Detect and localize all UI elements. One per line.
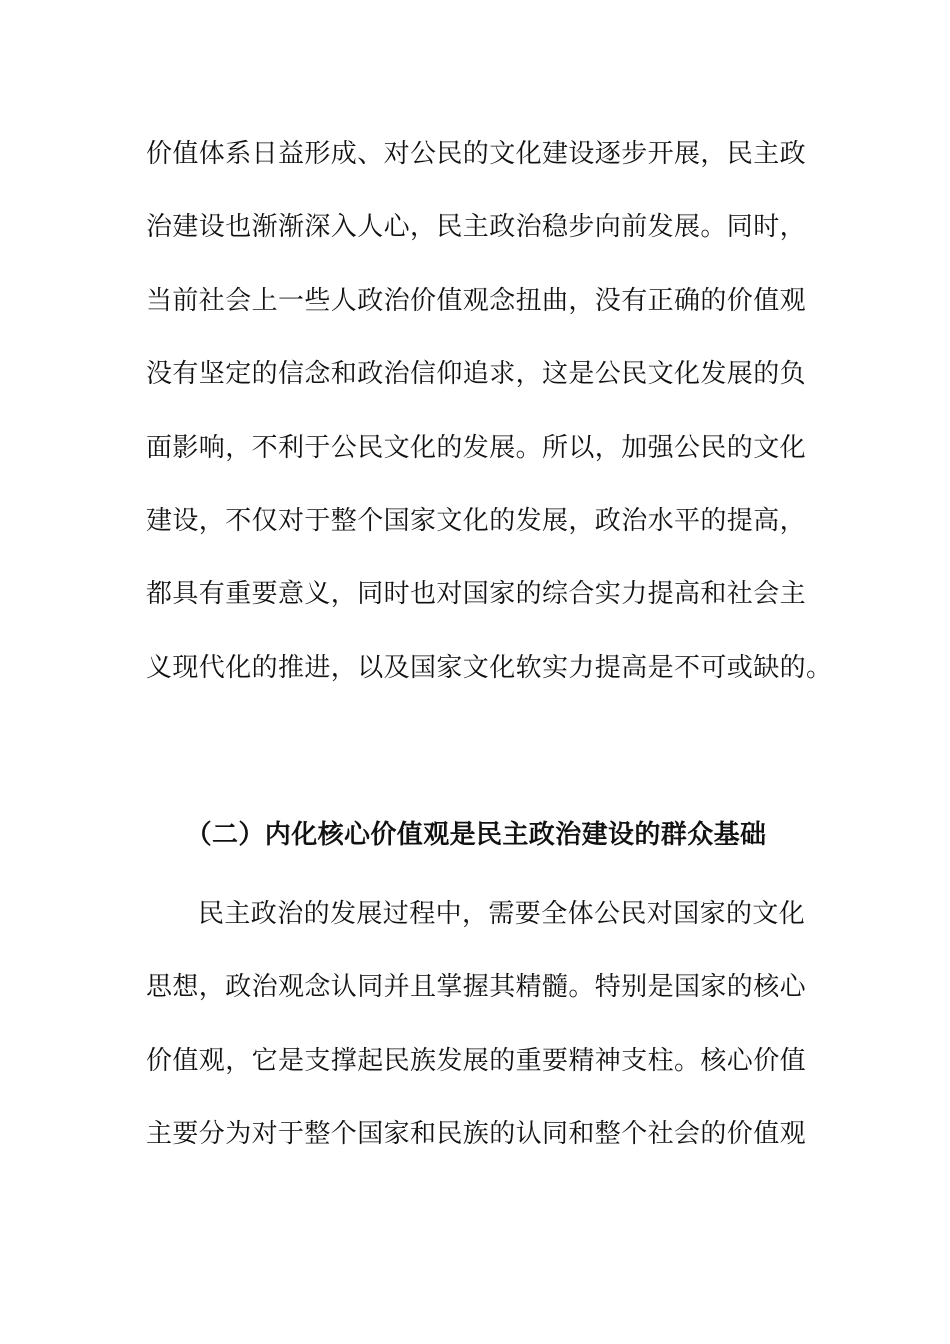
paragraph-line: 思想，政治观念认同并且掌握其精髓。特别是国家的核心 <box>146 972 807 1002</box>
section-heading: （二）内化核心价值观是民主政治建设的群众基础 <box>185 820 767 850</box>
paragraph-line: 没有坚定的信念和政治信仰追求，这是公民文化发展的负 <box>146 359 807 389</box>
paragraph-line: 都具有重要意义，同时也对国家的综合实力提高和社会主 <box>146 579 807 609</box>
paragraph-line: 主要分为对于整个国家和民族的认同和整个社会的价值观 <box>146 1119 807 1149</box>
paragraph-line: 当前社会上一些人政治价值观念扭曲，没有正确的价值观 <box>146 286 807 316</box>
paragraph-line: 民主政治的发展过程中，需要全体公民对国家的文化 <box>198 899 806 929</box>
paragraph-line: 治建设也渐渐深入人心，民主政治稳步向前发展。同时， <box>146 212 807 242</box>
paragraph-line: 面影响，不利于公民文化的发展。所以，加强公民的文化 <box>146 433 807 463</box>
paragraph-line: 义现代化的推进，以及国家文化软实力提高是不可或缺的。 <box>146 653 833 683</box>
paragraph-line: 价值观，它是支撑起民族发展的重要精神支柱。核心价值 <box>146 1046 807 1076</box>
paragraph-line: 价值体系日益形成、对公民的文化建设逐步开展，民主政 <box>146 139 807 169</box>
paragraph-line: 建设，不仅对于整个国家文化的发展，政治水平的提高， <box>146 506 807 536</box>
